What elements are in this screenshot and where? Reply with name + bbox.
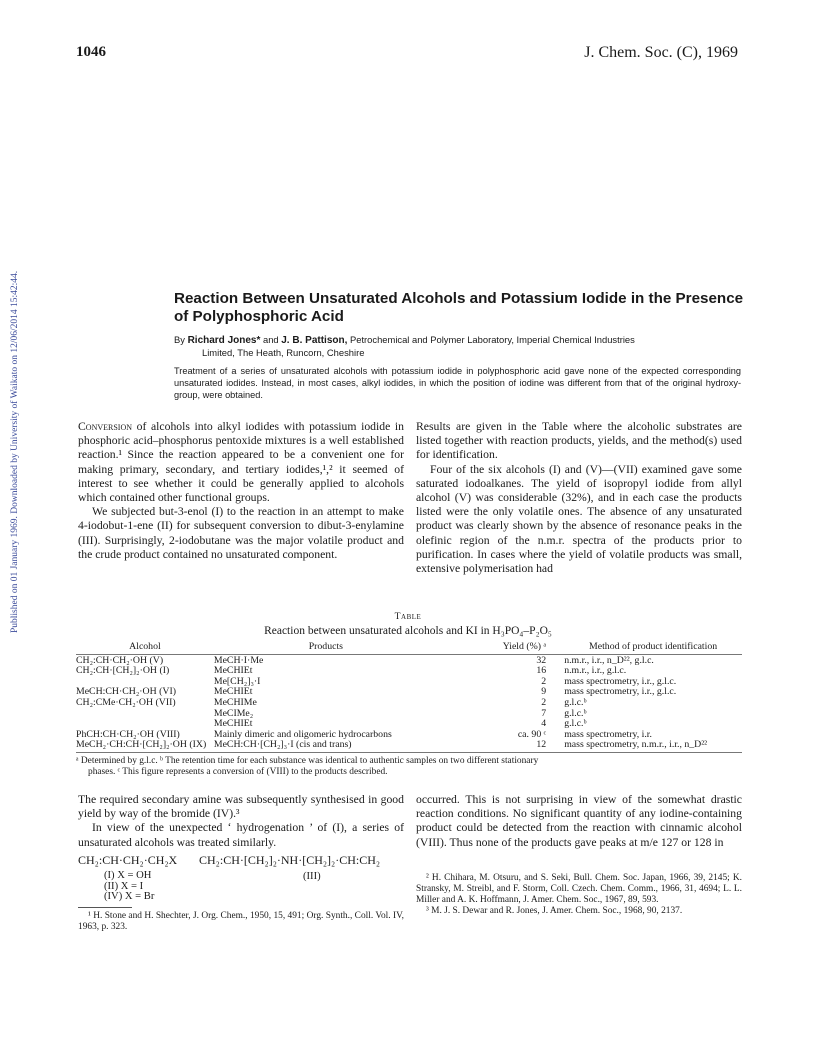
- download-stamp-text: Published on 01 January 1969. Downloaded by University of Waikato on 12/06/2014 15:42:44.: [10, 270, 20, 633]
- body-column-left: [78, 420, 404, 562]
- column-header: Products: [308, 641, 343, 652]
- column-header: Yield (%) ᵃ: [502, 641, 547, 652]
- structural-formulae: [78, 853, 404, 868]
- cell: mass spectrometry, i.r., g.l.c.: [564, 686, 677, 698]
- formula-legend: [104, 871, 154, 903]
- and-label: and: [262, 334, 279, 345]
- table-row: [76, 709, 742, 720]
- by-label: By: [174, 334, 185, 345]
- cell: MeCHIMe: [213, 696, 257, 708]
- formula-label: (II) X = I: [104, 880, 144, 892]
- table-footnote: ᵃ Determined by g.l.c. ᵇ The retention time for each substance was identical to authentic samples on two different stationary: [76, 756, 539, 766]
- paragraph: The required secondary amine was subsequently synthesised in good yield by way of the bromide (IV).³: [78, 793, 404, 821]
- paragraph: We subjected but-3-enol (I) to the reaction in an attempt to make 4-iodobut-1-ene (II) for subsequent conversion to dibut-3-enylamine (III). Surprisingly, 2-iodobutane was the major volatile product and the crude product contained no unsaturated component.: [78, 505, 404, 561]
- cell: ca. 90 ᶜ: [517, 728, 547, 740]
- table-row: [76, 687, 742, 698]
- footnote-rule: [78, 907, 132, 908]
- affiliation: Limited, The Heath, Runcorn, Cheshire: [202, 347, 365, 358]
- table-row: [76, 740, 742, 752]
- table-title: Reaction between unsaturated alcohols and KI in H₃PO₄–P₂O₅: [264, 625, 552, 637]
- table-caption: Table: [394, 611, 422, 622]
- cell: Me[CH₂]₃·I: [213, 675, 261, 687]
- article-title: Reaction Between Unsaturated Alcohols and Potassium Iodide in the Presence of Polyphosphoric Acid: [174, 290, 744, 325]
- footnote: ¹ H. Stone and H. Shechter, J. Org. Chem., 1950, 15, 491; Org. Synth., Coll. Vol. IV, 1963, p. 323.: [78, 911, 404, 932]
- cell: CH₂:CH·[CH₂]₂·OH (I): [76, 665, 170, 677]
- cell: mass spectrometry, i.r.: [564, 728, 652, 740]
- footnote: ² H. Chihara, M. Otsuru, and S. Seki, Bull. Chem. Soc. Japan, 1966, 39, 2145; K. Stransky, M. Streibl, and F. Storm, Coll. Czech. Chem. Comm., 1966, 31, 4694; L. L. Miller and A. K. Hoffmann, J. Amer. Chem. Soc., 1967, 89, 593.: [416, 873, 742, 905]
- author-name: Richard Jones*: [187, 335, 261, 346]
- cell: n.m.r., i.r., n_D²², g.l.c.: [564, 654, 742, 666]
- cell: mass spectrometry, i.r., g.l.c.: [564, 675, 677, 687]
- table-footnotes: [76, 756, 742, 778]
- table-row: [76, 654, 742, 666]
- cell: 7: [541, 707, 547, 719]
- cell: mass spectrometry, n.m.r., i.r., n_D²²: [564, 740, 742, 752]
- cell: 9: [541, 686, 547, 698]
- author-block: [174, 334, 744, 359]
- paragraph: occurred. This is not surprising in view of the somewhat drastic reaction conditions. No significant quantity of any iodine-containing product could be detected from the reaction with cinnamic alcohol (VIII). Thus none of the products gave peaks at m/e 127 or 128 in: [416, 793, 742, 849]
- cell: g.l.c.ᵇ: [564, 718, 587, 730]
- formula-label: (IV) X = Br: [104, 891, 155, 903]
- journal-citation: J. Chem. Soc. (C), 1969: [584, 44, 738, 61]
- cell: MeCHIEt: [213, 665, 253, 677]
- footnotes-left: [78, 911, 404, 933]
- formula: CH₂:CH·CH₂·CH₂X: [78, 853, 178, 867]
- cell: 32: [438, 654, 564, 666]
- table-footnote: phases. ᶜ This figure represents a conversion of (VIII) to the products described.: [88, 767, 388, 777]
- cell: MeCH₂·CH:CH·[CH₂]₂·OH (IX): [76, 740, 214, 752]
- cell: 2: [541, 675, 547, 687]
- paragraph: Results are given in the Table where the alcoholic substrates are listed together with reaction products, yields, and the method(s) used for identification.: [416, 420, 742, 462]
- lead-word: Conversion: [78, 420, 133, 433]
- paragraph: Conversion of alcohols into alkyl iodides with potassium iodide in phosphoric acid–phosphorus pentoxide mixtures is a well established reaction.¹ Since the reaction appeared to be a convenient one for making primary, secondary, and tertiary iodides,¹,² it seemed of interest to see whether it could be generally applied to alcohols which contained other functional groups.: [78, 420, 404, 505]
- page-number: 1046: [76, 44, 106, 60]
- footnote: ³ M. J. S. Dewar and R. Jones, J. Amer. Chem. Soc., 1968, 90, 2137.: [426, 906, 683, 916]
- cell: MeCHIEt: [213, 718, 253, 730]
- cell: 16: [536, 665, 547, 677]
- formula-label: (III): [303, 871, 321, 882]
- table-header-row: [76, 642, 742, 654]
- column-header: Alcohol: [129, 641, 161, 652]
- cell: Mainly dimeric and oligomeric hydrocarbons: [213, 728, 392, 740]
- cell: CH₂:CH·CH₂·OH (V): [76, 654, 214, 666]
- table-row: [76, 698, 742, 709]
- cell: 12: [438, 740, 564, 752]
- cell: 2: [541, 696, 547, 708]
- paragraph: In view of the unexpected ‘ hydrogenation ’ of (I), a series of unsaturated alcohols was treated similarly.: [78, 821, 404, 849]
- cell: MeCH:CH·[CH₂]₃·I (cis and trans): [214, 740, 438, 752]
- footnotes-right: [416, 873, 742, 917]
- cell: MeCIMe₂: [213, 707, 254, 719]
- paragraph: Four of the six alcohols (I) and (V)—(VII) examined gave some saturated iodoalkanes. The yield of isopropyl iodide from allyl alcohol (V) was considerable (32%), and in each case the products listed were the only volatile ones. The absence of any unsaturated product was clearly shown by the absence of resonance peaks in the olefinic region of the n.m.r. spectra of the products prior to purification. In cases where the yield of volatile products was small, extensive polymerisation had: [416, 462, 742, 576]
- body-column-right: [416, 420, 742, 576]
- formula: CH₂:CH·[CH₂]₂·NH·[CH₂]₂·CH:CH₂: [199, 853, 381, 867]
- abstract: Treatment of a series of unsaturated alcohols with potassium iodide in polyphosphoric acid gave none of the expected corresponding unsaturated iodides. Instead, in most cases, alkyl iodides, in which the position of iodine was different from that of the original hydroxy-group, were obtained.: [174, 366, 741, 400]
- data-table: [76, 642, 742, 753]
- cell: n.m.r., i.r., g.l.c.: [564, 665, 627, 677]
- author-name: J. B. Pattison,: [281, 335, 348, 346]
- column-header: Method of product identification: [589, 641, 718, 652]
- cell: MeCHIEt: [213, 686, 253, 698]
- cell: PhCH:CH·CH₂·OH (VIII): [76, 728, 180, 740]
- cell: g.l.c.ᵇ: [564, 696, 587, 708]
- download-stamp: [2, 28, 18, 638]
- cell: g.l.c.ᵇ: [564, 707, 587, 719]
- cell: MeCH:CH·CH₂·OH (VI): [76, 686, 177, 698]
- cell: CH₂:CMe·CH₂·OH (VII): [76, 696, 176, 708]
- body-column-right-lower: [416, 793, 742, 850]
- cell: [76, 709, 214, 720]
- cell: 4: [541, 718, 547, 730]
- body-column-left-lower: [78, 793, 404, 850]
- cell: MeCH·I·Me: [214, 654, 438, 666]
- affiliation: Petrochemical and Polymer Laboratory, Imperial Chemical Industries: [349, 334, 635, 345]
- formula-label: (I) X = OH: [104, 870, 152, 881]
